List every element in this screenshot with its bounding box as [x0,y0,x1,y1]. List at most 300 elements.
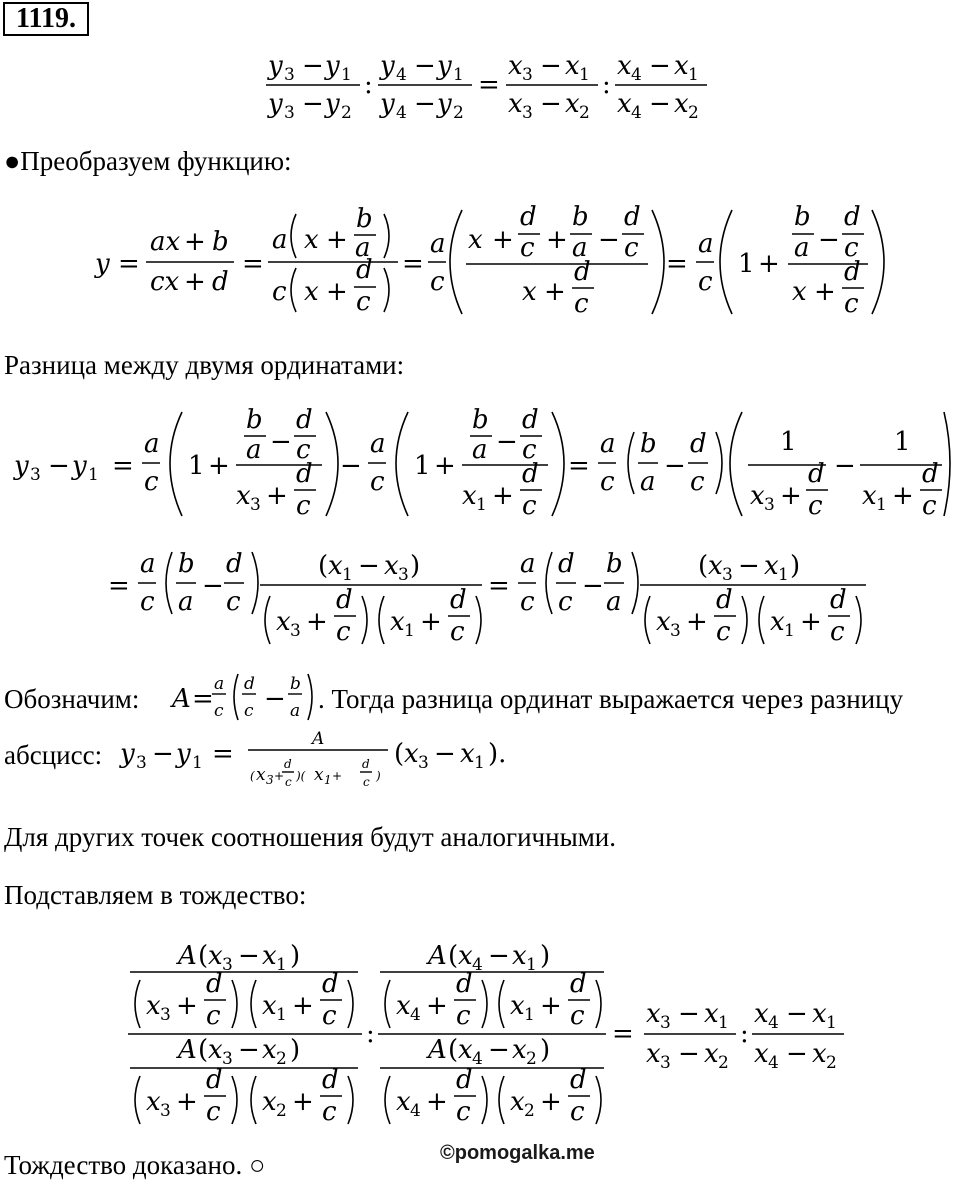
svg-text:y: y [120,739,135,769]
svg-text:4: 4 [631,103,642,123]
svg-text:−: − [678,999,700,1029]
svg-text:1: 1 [192,753,203,773]
svg-text:+: + [426,1087,448,1117]
svg-text:+: + [184,267,206,297]
svg-text:b: b [178,549,195,579]
svg-text:−: − [414,89,436,119]
svg-text:y: y [268,51,283,81]
svg-text:x: x [754,1039,769,1069]
svg-text:=: = [666,249,688,279]
svg-text:+: + [540,991,562,1021]
svg-text:−: − [786,999,808,1029]
svg-text::: : [366,1019,375,1049]
svg-text:−: − [540,51,562,81]
svg-text:c: c [522,491,537,521]
svg-text:+: + [176,1087,198,1117]
svg-text::: : [364,70,373,100]
svg-text:x: x [462,481,477,511]
svg-text:1: 1 [276,1005,287,1025]
svg-text:a: a [214,674,225,694]
svg-text:+: + [544,277,566,307]
svg-text:): ) [290,1035,301,1065]
svg-text:3: 3 [266,773,274,787]
svg-text:2: 2 [688,103,699,123]
svg-text:d: d [570,1065,587,1095]
svg-text:c: c [322,1001,337,1031]
svg-text:d: d [226,549,243,579]
svg-text:d: d [844,202,861,232]
svg-text:=: = [192,684,214,714]
svg-text:c: c [206,1001,221,1031]
svg-text:x: x [770,607,785,637]
svg-text:b: b [640,429,657,459]
svg-text:x: x [565,51,580,81]
svg-text:3: 3 [418,753,429,773]
svg-text:c: c [370,467,385,497]
svg-text:d: d [716,585,733,615]
svg-text:+: + [176,991,198,1021]
svg-text:d: d [322,1065,339,1095]
svg-text:+: + [780,481,802,511]
svg-text:+: + [426,991,448,1021]
formula-abscissa [119,729,506,789]
svg-text:+: + [332,769,343,783]
svg-text:x: x [236,481,251,511]
svg-text:x: x [390,607,405,637]
svg-text:c: c [456,1097,471,1127]
svg-text:c: c [214,701,224,721]
svg-text:x: x [146,991,161,1021]
svg-text:1: 1 [276,955,287,975]
svg-text:=: = [478,70,500,100]
svg-text:b: b [246,405,263,435]
svg-text:−: − [664,451,686,481]
svg-text:1: 1 [894,427,911,457]
svg-text:x: x [704,1039,719,1069]
svg-text:d: d [808,459,825,489]
svg-text:x: x [208,941,223,971]
svg-text:a: a [698,229,714,259]
svg-text:a: a [472,435,488,465]
svg-text:+: + [686,607,708,637]
svg-text:−: − [488,1035,510,1065]
svg-text:d: d [844,257,861,287]
svg-text::: : [740,1019,749,1049]
svg-text:): ) [376,769,381,783]
svg-text:x: x [262,991,277,1021]
formula-substitution [128,941,844,1127]
svg-text:+: + [266,481,288,511]
svg-text:c: c [922,491,937,521]
svg-text:x: x [708,551,723,581]
svg-text:c: c [226,587,241,617]
svg-text:): ) [540,1035,551,1065]
svg-text:x: x [396,991,411,1021]
svg-text:): ) [410,551,421,581]
svg-text:+: + [492,481,514,511]
svg-text:d: d [522,405,539,435]
svg-text:x: x [304,277,319,307]
svg-text:(: ( [198,941,209,971]
svg-text:d: d [244,674,255,694]
svg-text:c: c [522,435,537,465]
svg-text:3: 3 [722,565,733,585]
svg-text:=: = [212,739,234,769]
svg-text:(: ( [318,551,329,581]
svg-text:x: x [674,51,689,81]
svg-text:4: 4 [631,65,642,85]
svg-text:c: c [363,775,370,789]
svg-text:3: 3 [222,955,233,975]
svg-text:b: b [356,204,373,234]
svg-text:c: c [285,775,292,789]
svg-text:c: c [296,435,311,465]
svg-text:c: c [450,617,465,647]
svg-text:)(: )( [296,769,306,783]
svg-text:1: 1 [826,1013,837,1033]
svg-text:c: c [272,277,287,307]
svg-text:−: − [496,427,518,457]
svg-text:−: − [238,941,260,971]
svg-text:d: d [206,969,223,999]
line-transform: ●Преобразуем функцию: [4,146,292,176]
svg-text:1: 1 [780,427,797,457]
svg-text:3: 3 [284,103,295,123]
svg-text::: : [602,70,611,100]
svg-text:=: = [112,451,134,481]
svg-text:x: x [512,941,527,971]
line-denote-suffix: . Тогда разница ординат выражается через разницу [318,684,904,714]
svg-text:x: x [522,277,537,307]
svg-text:A: A [428,941,447,971]
svg-text:y: y [95,249,110,279]
svg-text:+: + [184,227,206,257]
svg-text:−: − [238,1035,260,1065]
identity-top [266,51,707,123]
svg-text:c: c [570,1097,585,1127]
svg-text:): ) [540,941,551,971]
svg-text:c: c [698,267,713,297]
svg-text:c: c [206,1097,221,1127]
svg-text:d: d [522,459,539,489]
svg-text:+: + [274,769,285,783]
svg-text:A: A [312,729,325,749]
svg-text:x: x [208,1035,223,1065]
svg-text:−: − [302,51,324,81]
svg-text:=: = [118,249,140,279]
svg-text:+: + [208,451,230,481]
svg-text:3: 3 [398,565,409,585]
svg-text:2: 2 [276,1101,287,1121]
watermark-credit: ©pomogalka.me [440,1142,595,1164]
svg-text:y: y [380,89,395,119]
svg-text:a: a [794,233,810,263]
svg-text:b: b [794,202,811,232]
svg-text:1: 1 [342,565,353,585]
svg-text:c: c [520,233,535,263]
svg-text:3: 3 [160,1005,171,1025]
svg-text:a: a [246,435,262,465]
svg-text:−: − [818,225,840,255]
svg-text:ax: ax [150,227,181,257]
line-substitute: Подставляем в тождество: [4,880,307,910]
svg-text:d: d [558,549,575,579]
svg-text:=: = [402,249,424,279]
svg-text:+: + [800,607,822,637]
svg-text:c: c [520,587,535,617]
svg-text:x: x [754,999,769,1029]
svg-text:−: − [302,89,324,119]
svg-text:x: x [262,1087,277,1117]
svg-text:1: 1 [324,773,332,787]
svg-text:+: + [292,991,314,1021]
svg-text:+: + [306,607,328,637]
svg-text:d: d [456,1065,473,1095]
svg-text:4: 4 [396,65,407,85]
svg-text:c: c [140,587,155,617]
svg-text:cx: cx [150,267,180,297]
svg-text:x: x [328,551,343,581]
svg-text:(: ( [250,769,255,783]
svg-text:c: c [244,701,254,721]
svg-text:(: ( [448,941,459,971]
svg-text:): ) [290,941,301,971]
svg-text:x: x [404,739,419,769]
svg-text:−: − [786,1039,808,1069]
svg-text:1: 1 [784,621,795,641]
svg-text:3: 3 [30,465,41,485]
svg-text:3: 3 [284,65,295,85]
svg-text:=: = [488,571,510,601]
line-others: Для других точек соотношения будут аналогичными. [4,822,617,852]
svg-text:+: + [326,277,348,307]
svg-text:x: x [812,999,827,1029]
svg-text:4: 4 [768,1013,779,1033]
svg-text:c: c [716,617,731,647]
svg-text:a: a [290,701,301,721]
svg-text:y: y [72,451,87,481]
svg-text:x: x [656,607,671,637]
svg-text:x: x [565,89,580,119]
svg-text:c: c [570,1001,585,1031]
svg-text:y: y [325,89,340,119]
svg-text:3: 3 [522,65,533,85]
svg-text:1: 1 [524,1005,535,1025]
svg-text:1: 1 [188,451,205,481]
svg-text:x: x [508,89,523,119]
svg-text:3: 3 [764,495,775,515]
svg-text:d: d [336,585,353,615]
svg-text:x: x [262,1035,277,1065]
svg-text:d: d [362,757,370,771]
svg-text:4: 4 [472,955,483,975]
svg-text:1: 1 [876,495,887,515]
formula-difference-2 [108,549,866,647]
svg-text:c: c [296,491,311,521]
svg-text:d: d [624,202,641,232]
svg-text:−: − [598,225,620,255]
svg-text:d: d [322,969,339,999]
svg-text:x: x [460,739,475,769]
svg-text:x: x [792,277,807,307]
svg-text:1: 1 [738,249,755,279]
svg-text:−: − [270,427,292,457]
svg-text:y: y [325,51,340,81]
svg-text:d: d [570,969,587,999]
svg-text:a: a [140,549,156,579]
svg-text:4: 4 [768,1053,779,1073]
svg-text:d: d [456,969,473,999]
svg-text:1: 1 [476,495,487,515]
svg-text:b: b [472,405,489,435]
svg-text:(: ( [698,551,709,581]
svg-text:(: ( [394,739,405,769]
formula-difference-1 [13,405,950,521]
svg-text:x: x [812,1039,827,1069]
svg-text:3: 3 [222,1049,233,1069]
svg-text:+: + [420,607,442,637]
svg-text:2: 2 [524,1101,535,1121]
svg-text:−: − [264,684,286,714]
svg-text:−: − [834,451,856,481]
svg-text:−: − [202,571,224,601]
svg-text:d: d [574,257,591,287]
svg-text:b: b [212,227,229,257]
svg-text:c: c [356,287,371,317]
svg-text:x: x [704,999,719,1029]
svg-text:d: d [830,585,847,615]
line-abscissa-prefix: абсцисс: [4,740,103,770]
svg-text:a: a [600,429,616,459]
line-denote-prefix: Обозначим: [4,684,140,714]
svg-text:x: x [256,765,266,785]
svg-text:a: a [640,467,656,497]
svg-text:c: c [336,617,351,647]
svg-text:d: d [296,459,313,489]
svg-text:y: y [14,451,29,481]
svg-text:a: a [572,233,588,263]
svg-text:3: 3 [522,103,533,123]
svg-text:b: b [290,674,301,694]
svg-text:A: A [172,684,191,714]
svg-text:1: 1 [474,753,485,773]
svg-text:4: 4 [410,1005,421,1025]
svg-text:y: y [380,51,395,81]
svg-text:c: c [808,491,823,521]
svg-text:=: = [242,249,264,279]
svg-text:y: y [268,89,283,119]
svg-text:c: c [844,289,859,319]
svg-text:x: x [314,765,324,785]
svg-text:d: d [284,757,292,771]
svg-text:): ) [790,551,801,581]
svg-text:x: x [764,551,779,581]
svg-text:2: 2 [718,1053,729,1073]
svg-text:3: 3 [136,753,147,773]
svg-text:+: + [814,277,836,307]
svg-text:x: x [510,1087,525,1117]
svg-text:x: x [458,1035,473,1065]
svg-text:−: − [434,739,456,769]
svg-text:x: x [276,607,291,637]
svg-text:y: y [437,51,452,81]
svg-text:1: 1 [88,465,99,485]
svg-text:d: d [356,255,373,285]
svg-text:(: ( [448,1035,459,1065]
svg-text:x: x [646,1039,661,1069]
svg-text:a: a [144,429,160,459]
formula-transform [94,202,884,319]
svg-text:−: − [358,551,380,581]
svg-text:4: 4 [396,103,407,123]
svg-text:a: a [520,549,536,579]
svg-text:1: 1 [404,621,415,641]
svg-text:(: ( [198,1035,209,1065]
svg-text:d: d [922,459,939,489]
svg-text:1: 1 [718,1013,729,1033]
svg-text:1: 1 [688,65,699,85]
svg-text:+: + [758,249,780,279]
svg-text:=: = [108,571,130,601]
svg-text:−: − [152,739,174,769]
svg-text:c: c [322,1097,337,1127]
svg-text:d: d [212,267,229,297]
svg-text:d: d [690,429,707,459]
svg-text:2: 2 [341,103,352,123]
svg-text:1: 1 [526,955,537,975]
svg-text:d: d [296,405,313,435]
svg-text:4: 4 [410,1101,421,1121]
svg-text:−: − [340,451,362,481]
svg-text:x: x [146,1087,161,1117]
svg-text:−: − [488,941,510,971]
svg-text:1: 1 [579,65,590,85]
svg-text:2: 2 [579,103,590,123]
svg-text:c: c [144,467,159,497]
svg-text:y: y [176,739,191,769]
svg-text:a: a [178,587,194,617]
svg-text:−: − [649,89,671,119]
svg-text:x: x [458,941,473,971]
svg-text:2: 2 [826,1053,837,1073]
svg-text:).: ). [488,739,507,769]
svg-text:1: 1 [453,65,464,85]
svg-text:+: + [492,225,514,255]
svg-text:A: A [428,1035,447,1065]
line-proved: Тождество доказано. ○ [4,1150,266,1180]
svg-text:=: = [568,451,590,481]
svg-text:−: − [48,451,70,481]
svg-text:x: x [617,89,632,119]
svg-text:x: x [262,941,277,971]
svg-text:x: x [508,51,523,81]
svg-text:d: d [206,1065,223,1095]
svg-text:3: 3 [660,1013,671,1033]
svg-text:c: c [600,467,615,497]
formula-a-definition [170,674,312,721]
svg-text:−: − [414,51,436,81]
svg-text:1: 1 [414,451,431,481]
svg-text:2: 2 [526,1049,537,1069]
svg-text:3: 3 [290,621,301,641]
svg-text:a: a [430,229,446,259]
svg-text:x: x [646,999,661,1029]
svg-text:c: c [574,289,589,319]
svg-text:x: x [862,481,877,511]
svg-text:x: x [384,551,399,581]
svg-text:c: c [690,467,705,497]
svg-text:=: = [612,1019,634,1049]
